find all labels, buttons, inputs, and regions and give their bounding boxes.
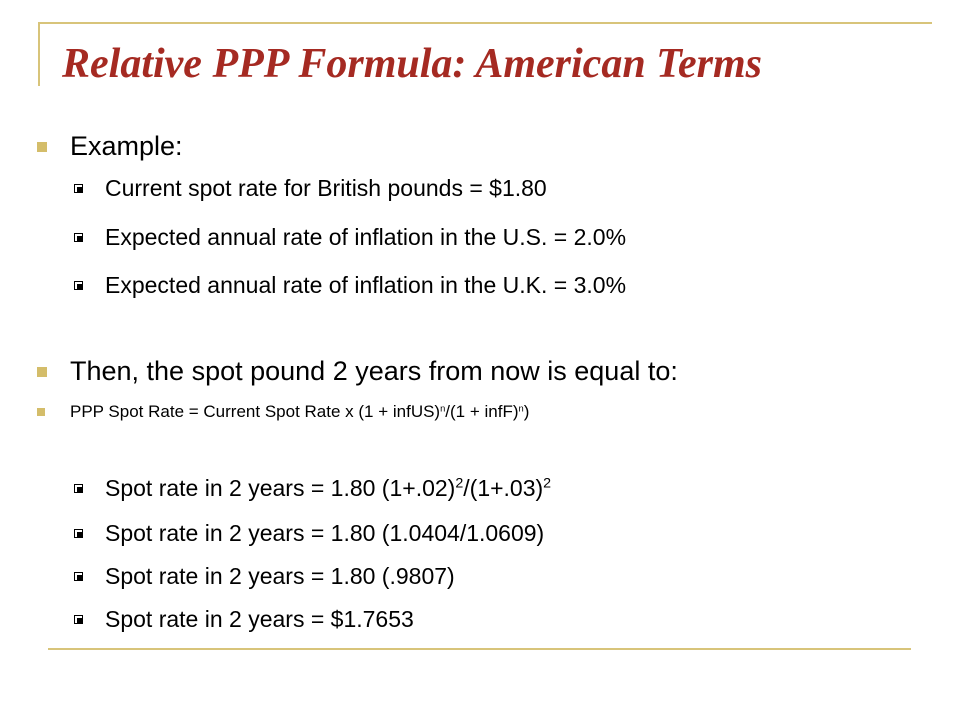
frame-left-line	[38, 22, 40, 86]
frame-top-line	[38, 22, 932, 24]
formula-exponent: n	[518, 403, 524, 414]
ppp-formula	[70, 401, 529, 423]
checkbox-bullet-icon	[74, 233, 83, 242]
checkbox-bullet-icon	[74, 184, 83, 193]
formula-part: /(1 + infF)	[445, 402, 519, 421]
given-text: Expected annual rate of inflation in the U.K. = 3.0%	[105, 272, 627, 298]
square-bullet-icon	[37, 367, 47, 377]
given-text: Expected annual rate of inflation in the U.S. = 2.0%	[105, 224, 627, 250]
slide-title: Relative PPP Formula: American Terms	[62, 41, 762, 87]
example-label: Example:	[70, 131, 183, 161]
formula-part: PPP Spot Rate = Current Spot Rate x (1 + infUS)	[70, 402, 441, 421]
step-part: /(1+.03)	[463, 475, 544, 501]
step-part: Spot rate in 2 years = 1.80 (1+.02)	[105, 475, 456, 501]
step-text: Spot rate in 2 years = $1.7653	[105, 606, 414, 632]
step-text: Spot rate in 2 years = 1.80 (.9807)	[105, 563, 455, 589]
given-text: Current spot rate for British pounds = $1.80	[105, 175, 547, 201]
frame-bottom-line	[48, 648, 911, 650]
formula-exponent: n	[440, 403, 446, 414]
formula-part: )	[523, 402, 530, 421]
square-bullet-icon	[37, 408, 45, 416]
checkbox-bullet-icon	[74, 572, 83, 581]
checkbox-bullet-icon	[74, 484, 83, 493]
then-label: Then, the spot pound 2 years from now is equal to:	[70, 356, 678, 386]
step-exponent: 2	[455, 475, 464, 492]
step-text	[105, 474, 551, 502]
checkbox-bullet-icon	[74, 615, 83, 624]
square-bullet-icon	[37, 142, 47, 152]
step-exponent: 2	[543, 475, 552, 492]
checkbox-bullet-icon	[74, 281, 83, 290]
step-text: Spot rate in 2 years = 1.80 (1.0404/1.0609)	[105, 520, 545, 546]
checkbox-bullet-icon	[74, 529, 83, 538]
